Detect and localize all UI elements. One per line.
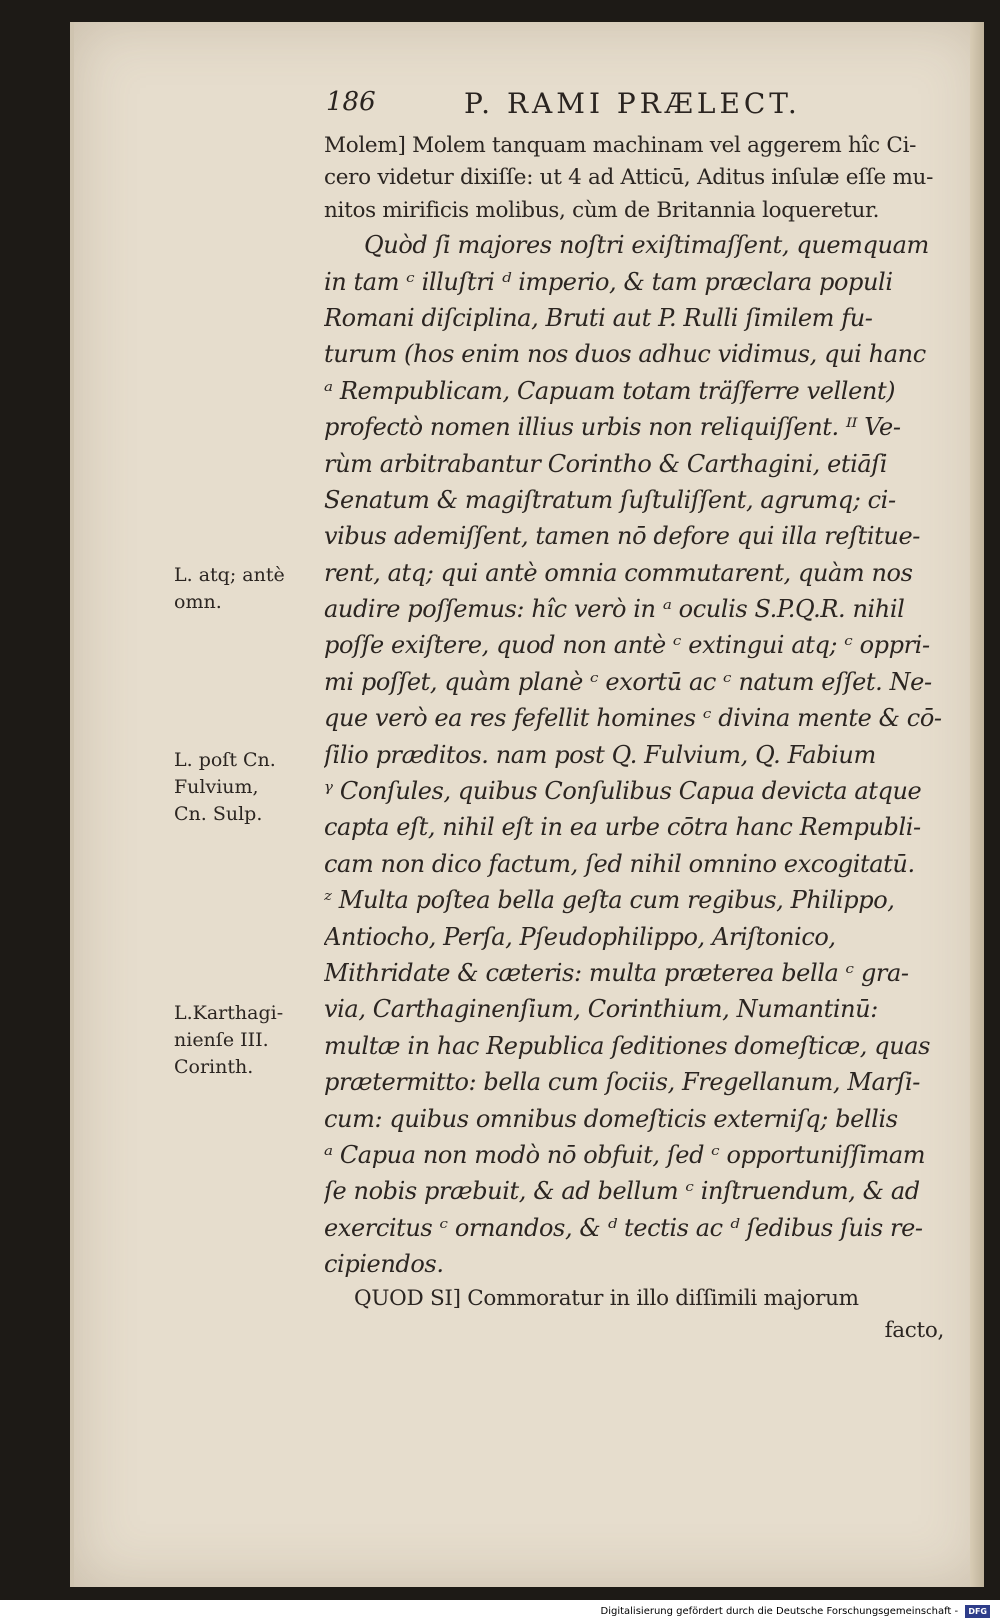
oration-line: via, Carthaginenſium, Corinthium, Numantinū: xyxy=(324,995,878,1024)
oration-line: Quòd ſi majores noſtri exiſtimaſſent, quemquam xyxy=(364,231,929,260)
oration-line: vibus ademiſſent, tamen nō defore qui illa reſtitue- xyxy=(324,522,920,551)
oration-line: Mithridate & cæteris: multa præterea bella ᶜ gra- xyxy=(324,958,909,987)
digitization-footer xyxy=(0,1600,1000,1623)
oration-line: audire poſſemus: hîc verò in ᵃ oculis S.P.Q.R. nihil xyxy=(324,595,905,624)
page-number: 186 xyxy=(326,87,376,117)
oration-line: rent, atq; qui antè omnia commutarent, quàm nos xyxy=(324,558,913,587)
oration-line: que verò ea res fefellit homines ᶜ divina mente & cō- xyxy=(324,704,942,733)
oration-line: Romani diſciplina, Bruti aut P. Rulli ſimilem fu- xyxy=(324,303,873,332)
running-head xyxy=(74,87,984,127)
oration-line: rùm arbitrabantur Corintho & Carthagini, etiāſi xyxy=(324,449,888,478)
margin-note xyxy=(174,747,319,828)
commentary-line: Molem] Molem tanquam machinam vel aggerem hîc Ci- xyxy=(324,133,917,158)
page-gutter xyxy=(970,22,984,1587)
oration-line: cam non dico factum, ſed nihil omnino excogitatū. xyxy=(324,849,915,878)
margin-note-line: Cn. Sulp. xyxy=(174,803,263,825)
running-title: P. RAMI PRÆLECT. xyxy=(464,87,801,120)
oration-line: profectò nomen illius urbis non reliquiſſent. ᴵᴵ Ve- xyxy=(324,413,901,442)
oration-line: ᵃ Rempublicam, Capuam totam träſferre vellent) xyxy=(324,376,896,405)
margin-note-line: Corinth. xyxy=(174,1056,254,1078)
margin-note-line: L. poſt Cn. xyxy=(174,749,276,771)
margin-note-line: Fulvium, xyxy=(174,776,259,798)
oration-line: capta eſt, nihil eſt in ea urbe cōtra hanc Rempubli- xyxy=(324,813,921,842)
oration-line: ᵃ Capua non modò nō obfuit, ſed ᶜ opportuniſſimam xyxy=(324,1140,926,1169)
margin-note-line: omn. xyxy=(174,591,222,613)
oration-line: prætermitto: bella cum ſociis, Fregellanum, Marſi- xyxy=(324,1068,920,1097)
main-text-column xyxy=(324,130,964,1347)
catchword: facto, xyxy=(884,1317,944,1343)
commentary-line: cero videtur dixiſſe: ut 4 ad Atticū, Aditus inſulæ eſſe mu- xyxy=(324,165,934,191)
oration-line: mi poſſet, quàm planè ᶜ exortū ac ᶜ natum eſſet. Ne- xyxy=(324,667,932,696)
oration-line: ſe nobis præbuit, & ad bellum ᶜ inſtruendum, & ad xyxy=(324,1177,920,1206)
commentary-line: nitos mirificis molibus, cùm de Britannia loqueretur. xyxy=(324,197,880,223)
margin-note-line: L. atq; antè xyxy=(174,564,285,586)
dfg-logo: DFG xyxy=(965,1605,990,1618)
oration-line: cipiendos. xyxy=(324,1250,444,1279)
footer-credit: Digitalisierung gefördert durch die Deutsche Forschungsgemeinschaft - xyxy=(600,1606,959,1617)
oration-line: in tam ᶜ illuſtri ᵈ imperio, & tam præclara populi xyxy=(324,267,893,296)
oration-line: poſſe exiſtere, quod non antè ᶜ extingui atq; ᶜ oppri- xyxy=(324,631,930,660)
margin-note-line: L.Karthagi- xyxy=(174,1002,284,1024)
oration-line: ᶻ Multa poſtea bella geſta cum regibus, Philippo, xyxy=(324,886,895,915)
oration-line: exercitus ᶜ ornandos, & ᵈ tectis ac ᵈ ſedibus ſuis re- xyxy=(324,1213,923,1242)
book-page xyxy=(70,22,984,1587)
margin-note-line: nienſe III. xyxy=(174,1029,269,1051)
margin-note xyxy=(174,562,319,616)
oration-line: ᵞ Conſules, quibus Conſulibus Capua devicta atque xyxy=(324,777,922,806)
oration-line: cum: quibus omnibus domeſticis externiſq; bellis xyxy=(324,1104,898,1133)
oration-line: Antiocho, Perſa, Pſeudophilippo, Ariſtonico, xyxy=(324,922,836,951)
margin-note xyxy=(174,1000,319,1081)
oration-line: multæ in hac Republica ſeditiones domeſticæ, quas xyxy=(324,1031,931,1060)
oration-line: turum (hos enim nos duos adhuc vidimus, qui hanc xyxy=(324,340,926,369)
oration-line: Senatum & magiſtratum ſuſtuliſſent, agrumq; ci- xyxy=(324,485,896,514)
oration-line: ſilio præditos. nam post Q. Fulvium, Q. Fabium xyxy=(324,740,876,769)
closing-commentary-line: QUOD SI] Commoratur in illo diſſimili majorum xyxy=(354,1285,859,1311)
